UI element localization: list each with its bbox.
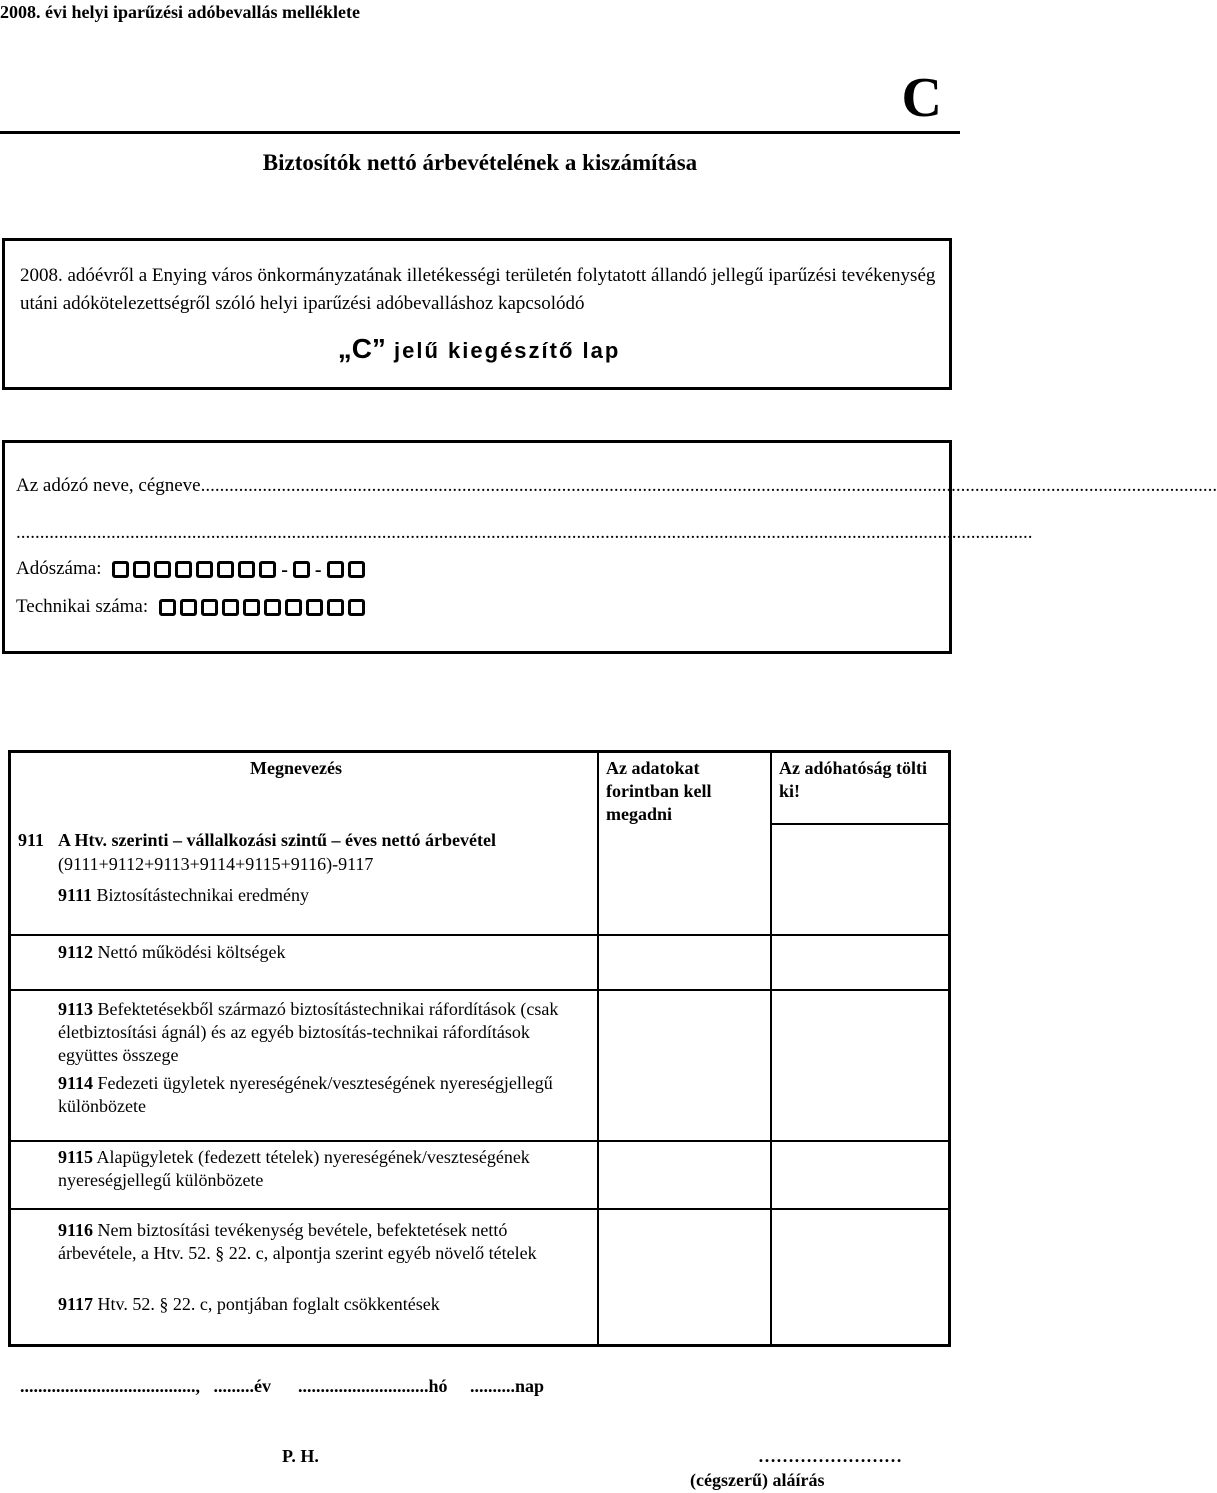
technical-number-field[interactable] (159, 599, 365, 616)
taxpayer-name-line[interactable] (16, 473, 1217, 499)
row-main-formula: (9111+9112+9113+9114+9115+9116)-9117 (58, 854, 374, 874)
row-code: 9112 (58, 942, 94, 962)
signature-dots[interactable]: …………………… (758, 1446, 902, 1466)
column-divider (770, 750, 772, 825)
row-divider (8, 1140, 951, 1142)
tax-number-row (16, 556, 365, 583)
header-rule (0, 131, 960, 134)
technical-number-box[interactable] (243, 599, 260, 616)
signature-label: (cégszerű) aláírás (690, 1470, 825, 1490)
technical-number-box[interactable] (264, 599, 281, 616)
row-text: Biztosítástechnikai eredmény (96, 885, 309, 905)
tax-number-box[interactable] (175, 561, 192, 578)
place-date-line[interactable] (20, 1376, 544, 1397)
technical-number-box[interactable] (222, 599, 239, 616)
technical-number-box[interactable] (348, 599, 365, 616)
row-code: 9115 (58, 1147, 94, 1167)
table-row (58, 1146, 588, 1192)
day-dots: .......... (470, 1376, 516, 1396)
technical-number-box[interactable] (159, 599, 176, 616)
col-header-authority: Az adóhatóság tölti ki! (779, 758, 927, 801)
taxpayer-name-dots: ...................................................................................................................................................................................................................... (200, 475, 1217, 496)
taxpayer-name-line-2[interactable] (16, 520, 1033, 546)
row-code: 911 (18, 830, 45, 850)
tax-number-box[interactable] (293, 561, 310, 578)
row-code: 9114 (58, 1073, 94, 1093)
tax-number-box[interactable] (112, 561, 129, 578)
row-main-label: A Htv. szerinti – vállalkozási szintű – éves nettó árbevétel (58, 830, 496, 850)
row-divider (8, 1208, 951, 1210)
tax-number-box[interactable] (217, 561, 234, 578)
technical-number-box[interactable] (327, 599, 344, 616)
row-text: Htv. 52. § 22. c, pontjában foglalt csökkentések (97, 1294, 440, 1314)
technical-number-box[interactable] (201, 599, 218, 616)
intro-text: 2008. adóévről a Enying város önkormányzatának illetékességi területén folytatott állandó jellegű iparűzési tevékenység utáni adókötelezettségről szóló helyi iparűzési adóbevalláshoz kapcsolódó (20, 265, 936, 314)
table-row (58, 941, 588, 964)
stamp-placeholder: P. H. (282, 1446, 319, 1466)
authority-cell-bottom (770, 823, 951, 825)
place-dots: ....................................... (20, 1376, 196, 1396)
technical-number-box[interactable] (180, 599, 197, 616)
separator-dash: - (281, 558, 288, 581)
form-letter: C (901, 67, 942, 129)
table-row (58, 884, 588, 907)
row-text: Fedezeti ügyletek nyereségének/veszteségének nyereségjellegű különbözete (58, 1073, 553, 1116)
day-label: nap (515, 1376, 545, 1396)
month-dots: ............................. (298, 1376, 429, 1396)
row-code: 9111 (58, 885, 93, 905)
technical-number-box[interactable] (285, 599, 302, 616)
tax-number-box[interactable] (196, 561, 213, 578)
row-text: Alapügyletek (fedezett tételek) nyereségének/veszteségének nyereségjellegű különbözete (58, 1147, 530, 1190)
row-text: Befektetésekből származó biztosítástechnikai ráfordítások (csak életbiztosítási ágnál) és az egyéb biztosítás-technikai ráfordítások együttes összege (58, 999, 559, 1065)
tax-number-box[interactable] (238, 561, 255, 578)
page-title: Biztosítók nettó árbevételének a kiszámítása (262, 150, 698, 175)
year-label: év (254, 1376, 271, 1396)
comma: , (195, 1376, 200, 1396)
document-header: 2008. évi helyi iparűzési adóbevallás melléklete (0, 2, 360, 22)
technical-number-label: Technikai száma: (16, 596, 149, 617)
row-text: Nem biztosítási tevékenység bevétele, befektetések nettó árbevétele, a Htv. 52. § 22. c, alpontja szerint egyéb növelő tételek (58, 1220, 537, 1263)
tax-number-label: Adószáma: (16, 558, 102, 579)
sheet-title-rest: jelű kiegészítő lap (385, 338, 621, 363)
tax-number-box[interactable] (259, 561, 276, 578)
row-divider (8, 934, 951, 936)
col-header-name: Megnevezés (250, 758, 342, 778)
table-row (58, 998, 588, 1067)
row-code: 9116 (58, 1220, 94, 1240)
tax-number-field[interactable] (112, 557, 364, 583)
row-code: 9113 (58, 999, 94, 1019)
tax-number-box[interactable] (348, 561, 365, 578)
table-row (58, 1293, 588, 1316)
row-divider (8, 989, 951, 991)
separator-dash: - (314, 558, 322, 581)
tax-number-box[interactable] (154, 561, 171, 578)
month-label: hó (428, 1376, 448, 1396)
sheet-title-letter: „C” (337, 333, 386, 364)
technical-number-box[interactable] (306, 599, 323, 616)
table-row (58, 1219, 588, 1265)
row-code: 9117 (58, 1294, 94, 1314)
tax-number-box[interactable] (327, 561, 344, 578)
col-header-amount: Az adatokat forintban kell megadni (606, 758, 712, 824)
row-text: Nettó működési költségek (97, 942, 286, 962)
column-divider (770, 823, 772, 1347)
taxpayer-name-label: Az adózó neve, cégneve (16, 475, 201, 496)
table-row (58, 1072, 588, 1118)
year-dots: ......... (213, 1376, 254, 1396)
technical-number-row (16, 594, 365, 620)
taxpayer-name-dots-2: ...................................................................................................................................................................................................................... (16, 522, 1033, 543)
tax-number-box[interactable] (133, 561, 150, 578)
sheet-title (0, 333, 958, 365)
